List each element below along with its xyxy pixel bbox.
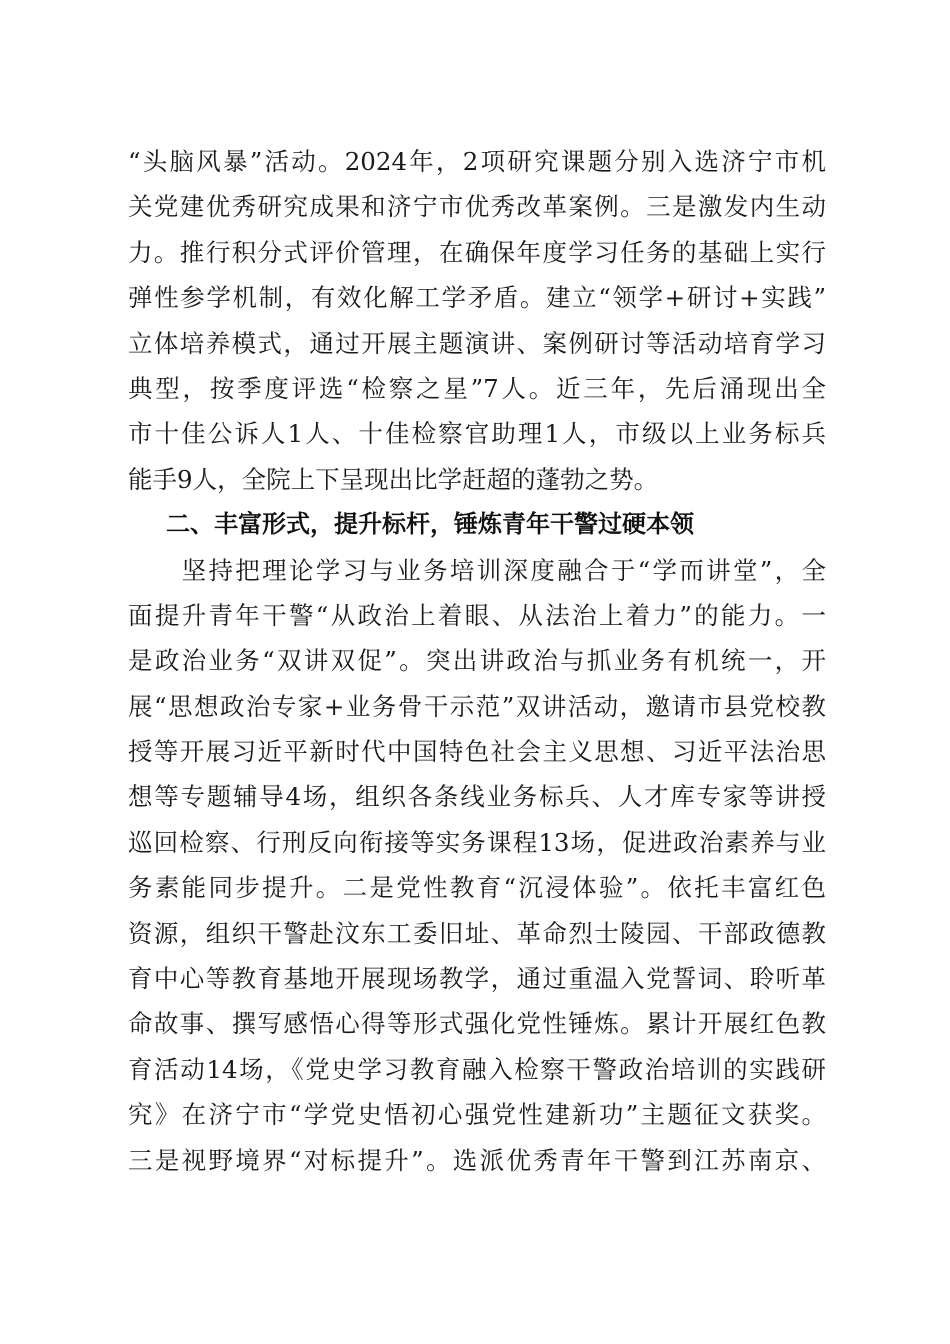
text-line: 关党建优秀研究成果和济宁市优秀改革案例。三是激发内生动 — [128, 192, 826, 222]
section-heading: 二、丰富形式，提升标杆，锤炼青年干警过硬本领 — [166, 510, 694, 539]
text-line: 面提升青年干警“从政治上着眼、从法治上着力”的能力。一 — [128, 600, 826, 630]
text-line: 能手9人，全院上下呈现出比学赶超的蓬勃之势。 — [128, 464, 659, 494]
text-line: 力。推行积分式评价管理，在确保年度学习任务的基础上实行 — [128, 237, 826, 267]
text-line: 务素能同步提升。二是党性教育“沉浸体验”。依托丰富红色 — [128, 873, 826, 903]
text-line: 典型，按季度评选“检察之星”7人。近三年，先后涌现出全 — [128, 373, 826, 403]
text-line: 弹性参学机制，有效化解工学矛盾。建立“领学+研讨+实践” — [128, 283, 826, 313]
text-line: 资源，组织干警赴汶东工委旧址、革命烈士陵园、干部政德教 — [128, 918, 826, 948]
text-line: 是政治业务“双讲双促”。突出讲政治与抓业务有机统一，开 — [128, 646, 826, 676]
paragraph-2 — [128, 548, 826, 1183]
text-line: 巡回检察、行刑反向衔接等实务课程13场，促进政治素养与业 — [128, 827, 826, 857]
text-line: 立体培养模式，通过开展主题演讲、案例研讨等活动培育学习 — [128, 328, 826, 358]
text-line: 市十佳公诉人1人、十佳检察官助理1人，市级以上业务标兵 — [128, 419, 826, 449]
text-line: 究》在济宁市“学党史悟初心强党性建新功”主题征文获奖。 — [128, 1100, 826, 1130]
text-line: 命故事、撰写感悟心得等形式强化党性锤炼。累计开展红色教 — [128, 1009, 826, 1039]
text-line: 育中心等教育基地开展现场教学，通过重温入党誓词、聆听革 — [128, 964, 826, 994]
paragraph-1 — [128, 139, 826, 502]
text-line: 育活动14场，《党史学习教育融入检察干警政治培训的实践研 — [128, 1054, 826, 1084]
text-line: 想等专题辅导4场，组织各条线业务标兵、人才库专家等讲授 — [128, 782, 826, 812]
text-line: 展“思想政治专家+业务骨干示范”双讲活动，邀请市县党校教 — [128, 691, 826, 721]
text-line: 坚持把理论学习与业务培训深度融合于“学而讲堂”，全 — [128, 555, 826, 585]
text-line: 三是视野境界“对标提升”。选派优秀青年干警到江苏南京、 — [128, 1145, 826, 1175]
text-line: “头脑风暴”活动。2024年，2项研究课题分别入选济宁市机 — [128, 147, 826, 176]
body-text — [128, 139, 826, 1183]
text-line: 授等开展习近平新时代中国特色社会主义思想、习近平法治思 — [128, 737, 826, 767]
